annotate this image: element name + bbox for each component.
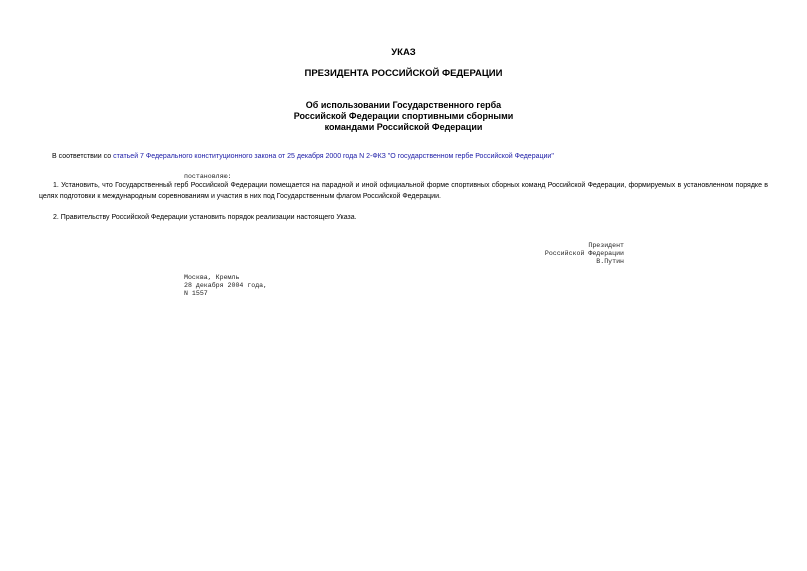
decree-number: N 1557 [184, 290, 208, 297]
signature-line: Российской Федерации [544, 250, 624, 257]
date-line: 28 декабря 2004 года, [184, 282, 268, 289]
signature-line: В.Путин [596, 258, 624, 265]
clause-1: 1. Установить, что Государственный герб Российской Федерации помещается на парадной и иной официальной форме спортивных сборных команд Российской Федерации, формируемых в установленном порядке в целях подготовки к международным соревнованиям и участия в них под Государственным флагом Российской Федерации. [39, 182, 768, 200]
document-subtitle: ПРЕЗИДЕНТА РОССИЙСКОЙ ФЕДЕРАЦИИ [304, 68, 503, 79]
decree-title-line: Российской Федерации спортивными сборными [293, 111, 514, 121]
preamble-prefix: В соответствии со [52, 153, 114, 160]
clause-2: 2. Правительству Российской Федерации установить порядок реализации настоящего Указа. [53, 214, 357, 221]
resolve-text: постановляю: [184, 173, 232, 180]
decree-title-line: командами Российской Федерации [324, 122, 483, 132]
preamble [52, 151, 772, 162]
document-title: УКАЗ [391, 47, 416, 58]
decree-title-line: Об использовании Государственного герба [305, 100, 502, 110]
law-article-link[interactable]: статьей 7 Федерального конституционного закона от 25 декабря 2000 года N 2-ФКЗ "О государственном гербе Российской Федерации" [113, 153, 554, 160]
signature-line: Президент [588, 242, 624, 249]
place-line: Москва, Кремль [184, 274, 240, 281]
